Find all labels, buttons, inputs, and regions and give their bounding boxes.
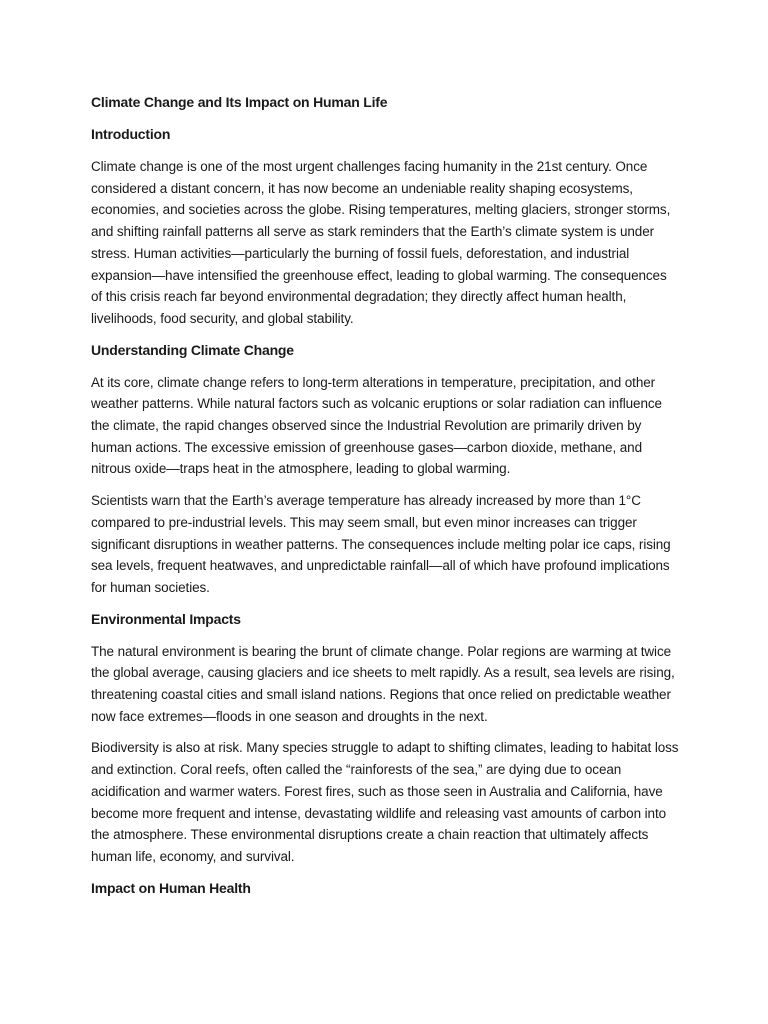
paragraph: Biodiversity is also at risk. Many species struggle to adapt to shifting climates, leading to habitat loss and extinction. Coral reefs, often called the “rainforests of the sea,” are dying due to ocean acidification and warmer waters. Forest fires, such as those seen in Australia and California, have become more frequent and intense, devastating wildlife and releasing vast amounts of carbon into the atmosphere. These environmental disruptions create a chain reaction that ultimately affects human life, economy, and survival. bbox=[91, 740, 679, 864]
document-page bbox=[91, 92, 681, 910]
section-environmental-impacts bbox=[91, 609, 681, 868]
section-heading: Impact on Human Health bbox=[91, 879, 251, 896]
section-heading: Environmental Impacts bbox=[91, 610, 241, 627]
section-introduction bbox=[91, 124, 681, 330]
document-title: Climate Change and Its Impact on Human Life bbox=[91, 94, 388, 110]
paragraph: Scientists warn that the Earth’s average temperature has already increased by more than 1°C compared to pre-industrial levels. This may seem small, but even minor increases can trigger significant disruptions in weather patterns. The consequences include melting polar ice caps, rising sea levels, frequent heatwaves, and unpredictable rainfall—all of which have profound implications for human societies. bbox=[91, 493, 671, 595]
paragraph: The natural environment is bearing the brunt of climate change. Polar regions are warming at twice the global average, causing glaciers and ice sheets to melt rapidly. As a result, sea levels are rising, threatening coastal cities and small island nations. Regions that once relied on predictable weather now face extremes—floods in one season and droughts in the next. bbox=[91, 643, 675, 724]
section-heading: Introduction bbox=[91, 126, 171, 142]
section-heading: Understanding Climate Change bbox=[91, 341, 294, 358]
section-understanding-climate-change bbox=[91, 340, 681, 599]
section-impact-on-human-health bbox=[91, 878, 681, 898]
paragraph: At its core, climate change refers to long-term alterations in temperature, precipitation, and other weather patterns. While natural factors such as volcanic eruptions or solar radiation can influence the climate, the rapid changes observed since the Industrial Revolution are primarily driven by human actions. The excessive emission of greenhouse gases—carbon dioxide, methane, and nitrous oxide—traps heat in the atmosphere, leading to global warming. bbox=[91, 374, 662, 477]
paragraph: Climate change is one of the most urgent challenges facing humanity in the 21st century. Once considered a distant concern, it has now become an undeniable reality shaping ecosystems, economies, and societies across the globe. Rising temperatures, melting glaciers, stronger storms, and shifting rainfall patterns all serve as stark reminders that the Earth’s climate system is under stress. Human activities—particularly the burning of fossil fuels, deforestation, and industrial expansion—have intensified the greenhouse effect, leading to global warming. The consequences of this crisis reach far beyond environmental degradation; they directly affect human health, livelihoods, food security, and global stability. bbox=[91, 159, 671, 326]
